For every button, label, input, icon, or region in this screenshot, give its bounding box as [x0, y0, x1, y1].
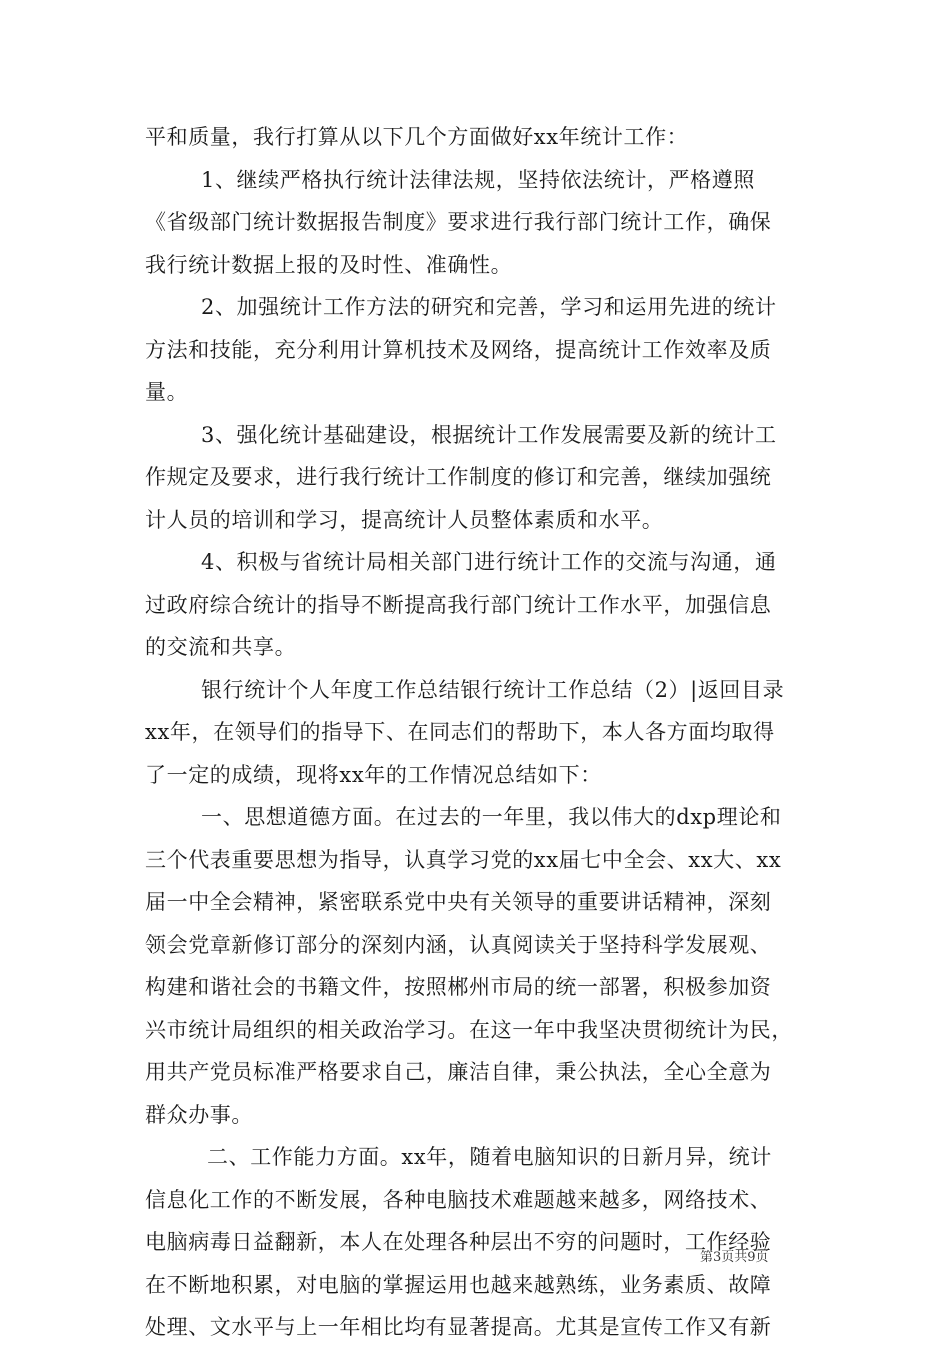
text-line: 2、加强统计工作方法的研究和完善，学习和运用先进的统计	[201, 295, 777, 319]
text-line: 作规定及要求，进行我行统计工作制度的修订和完善，继续加强统	[145, 465, 772, 489]
text-line: 量。	[145, 380, 189, 404]
text-line: 方法和技能，充分利用计算机技术及网络，提高统计工作效率及质	[145, 337, 772, 362]
text-line: 一、思想道德方面。在过去的一年里，我以伟大的dxp理论和	[201, 805, 782, 829]
text-line: 平和质量，我行打算从以下几个方面做好xx年统计工作：	[145, 125, 689, 149]
page-number: 第3页共9页	[700, 1250, 769, 1265]
text-line: 用共产党员标准严格要求自己，廉洁自律，秉公执法，全心全意为	[145, 1060, 772, 1084]
text-line: 处理、文水平与上一年相比均有显著提高。尤其是宣传工作又有新	[145, 1315, 772, 1339]
text-line: 的交流和共享。	[145, 635, 297, 659]
text-line: 3、强化统计基础建设，根据统计工作发展需要及新的统计工	[201, 422, 777, 447]
section-title-line: 银行统计个人年度工作总结银行统计工作总结（2）|返回目录	[201, 677, 785, 702]
text-line: 三个代表重要思想为指导，认真学习党的xx届七中全会、xx大、xx	[145, 847, 782, 872]
text-line: 群众办事。	[145, 1102, 253, 1127]
text-line: 了一定的成绩，现将xx年的工作情况总结如下：	[145, 762, 602, 787]
text-line: 构建和谐社会的书籍文件，按照郴州市局的统一部署，积极参加资	[145, 975, 772, 999]
text-line: 过政府综合统计的指导不断提高我行部门统计工作水平，加强信息	[145, 592, 772, 617]
text-line: 领会党章新修订部分的深刻内涵，认真阅读关于坚持科学发展观、	[145, 932, 772, 957]
text-line: 计人员的培训和学习，提高统计人员整体素质和水平。	[145, 507, 664, 532]
text-line: 届一中全会精神，紧密联系党中央有关领导的重要讲话精神，深刻	[145, 890, 772, 914]
document-body	[145, 116, 815, 1349]
text-line: 二、工作能力方面。xx年，随着电脑知识的日新月异，统计	[207, 1145, 772, 1169]
text-line: 在不断地积累，对电脑的掌握运用也越来越熟练，业务素质、故障	[145, 1272, 772, 1297]
text-line: 我行统计数据上报的及时性、准确性。	[145, 252, 513, 277]
text-line: 电脑病毒日益翻新，本人在处理各种层出不穷的问题时，工作经验	[145, 1230, 772, 1254]
text-line: 兴市统计局组织的相关政治学习。在这一年中我坚决贯彻统计为民，	[145, 1017, 793, 1042]
text-line: 信息化工作的不断发展，各种电脑技术难题越来越多，网络技术、	[145, 1187, 772, 1212]
text-line: 《省级部门统计数据报告制度》要求进行我行部门统计工作，确保	[145, 210, 772, 234]
text-line: xx年，在领导们的指导下、在同志们的帮助下，本人各方面均取得	[145, 720, 775, 744]
text-line: 4、积极与省统计局相关部门进行统计工作的交流与沟通，通	[201, 550, 777, 574]
text-line: 1、继续严格执行统计法律法规，坚持依法统计，严格遵照	[201, 167, 755, 192]
